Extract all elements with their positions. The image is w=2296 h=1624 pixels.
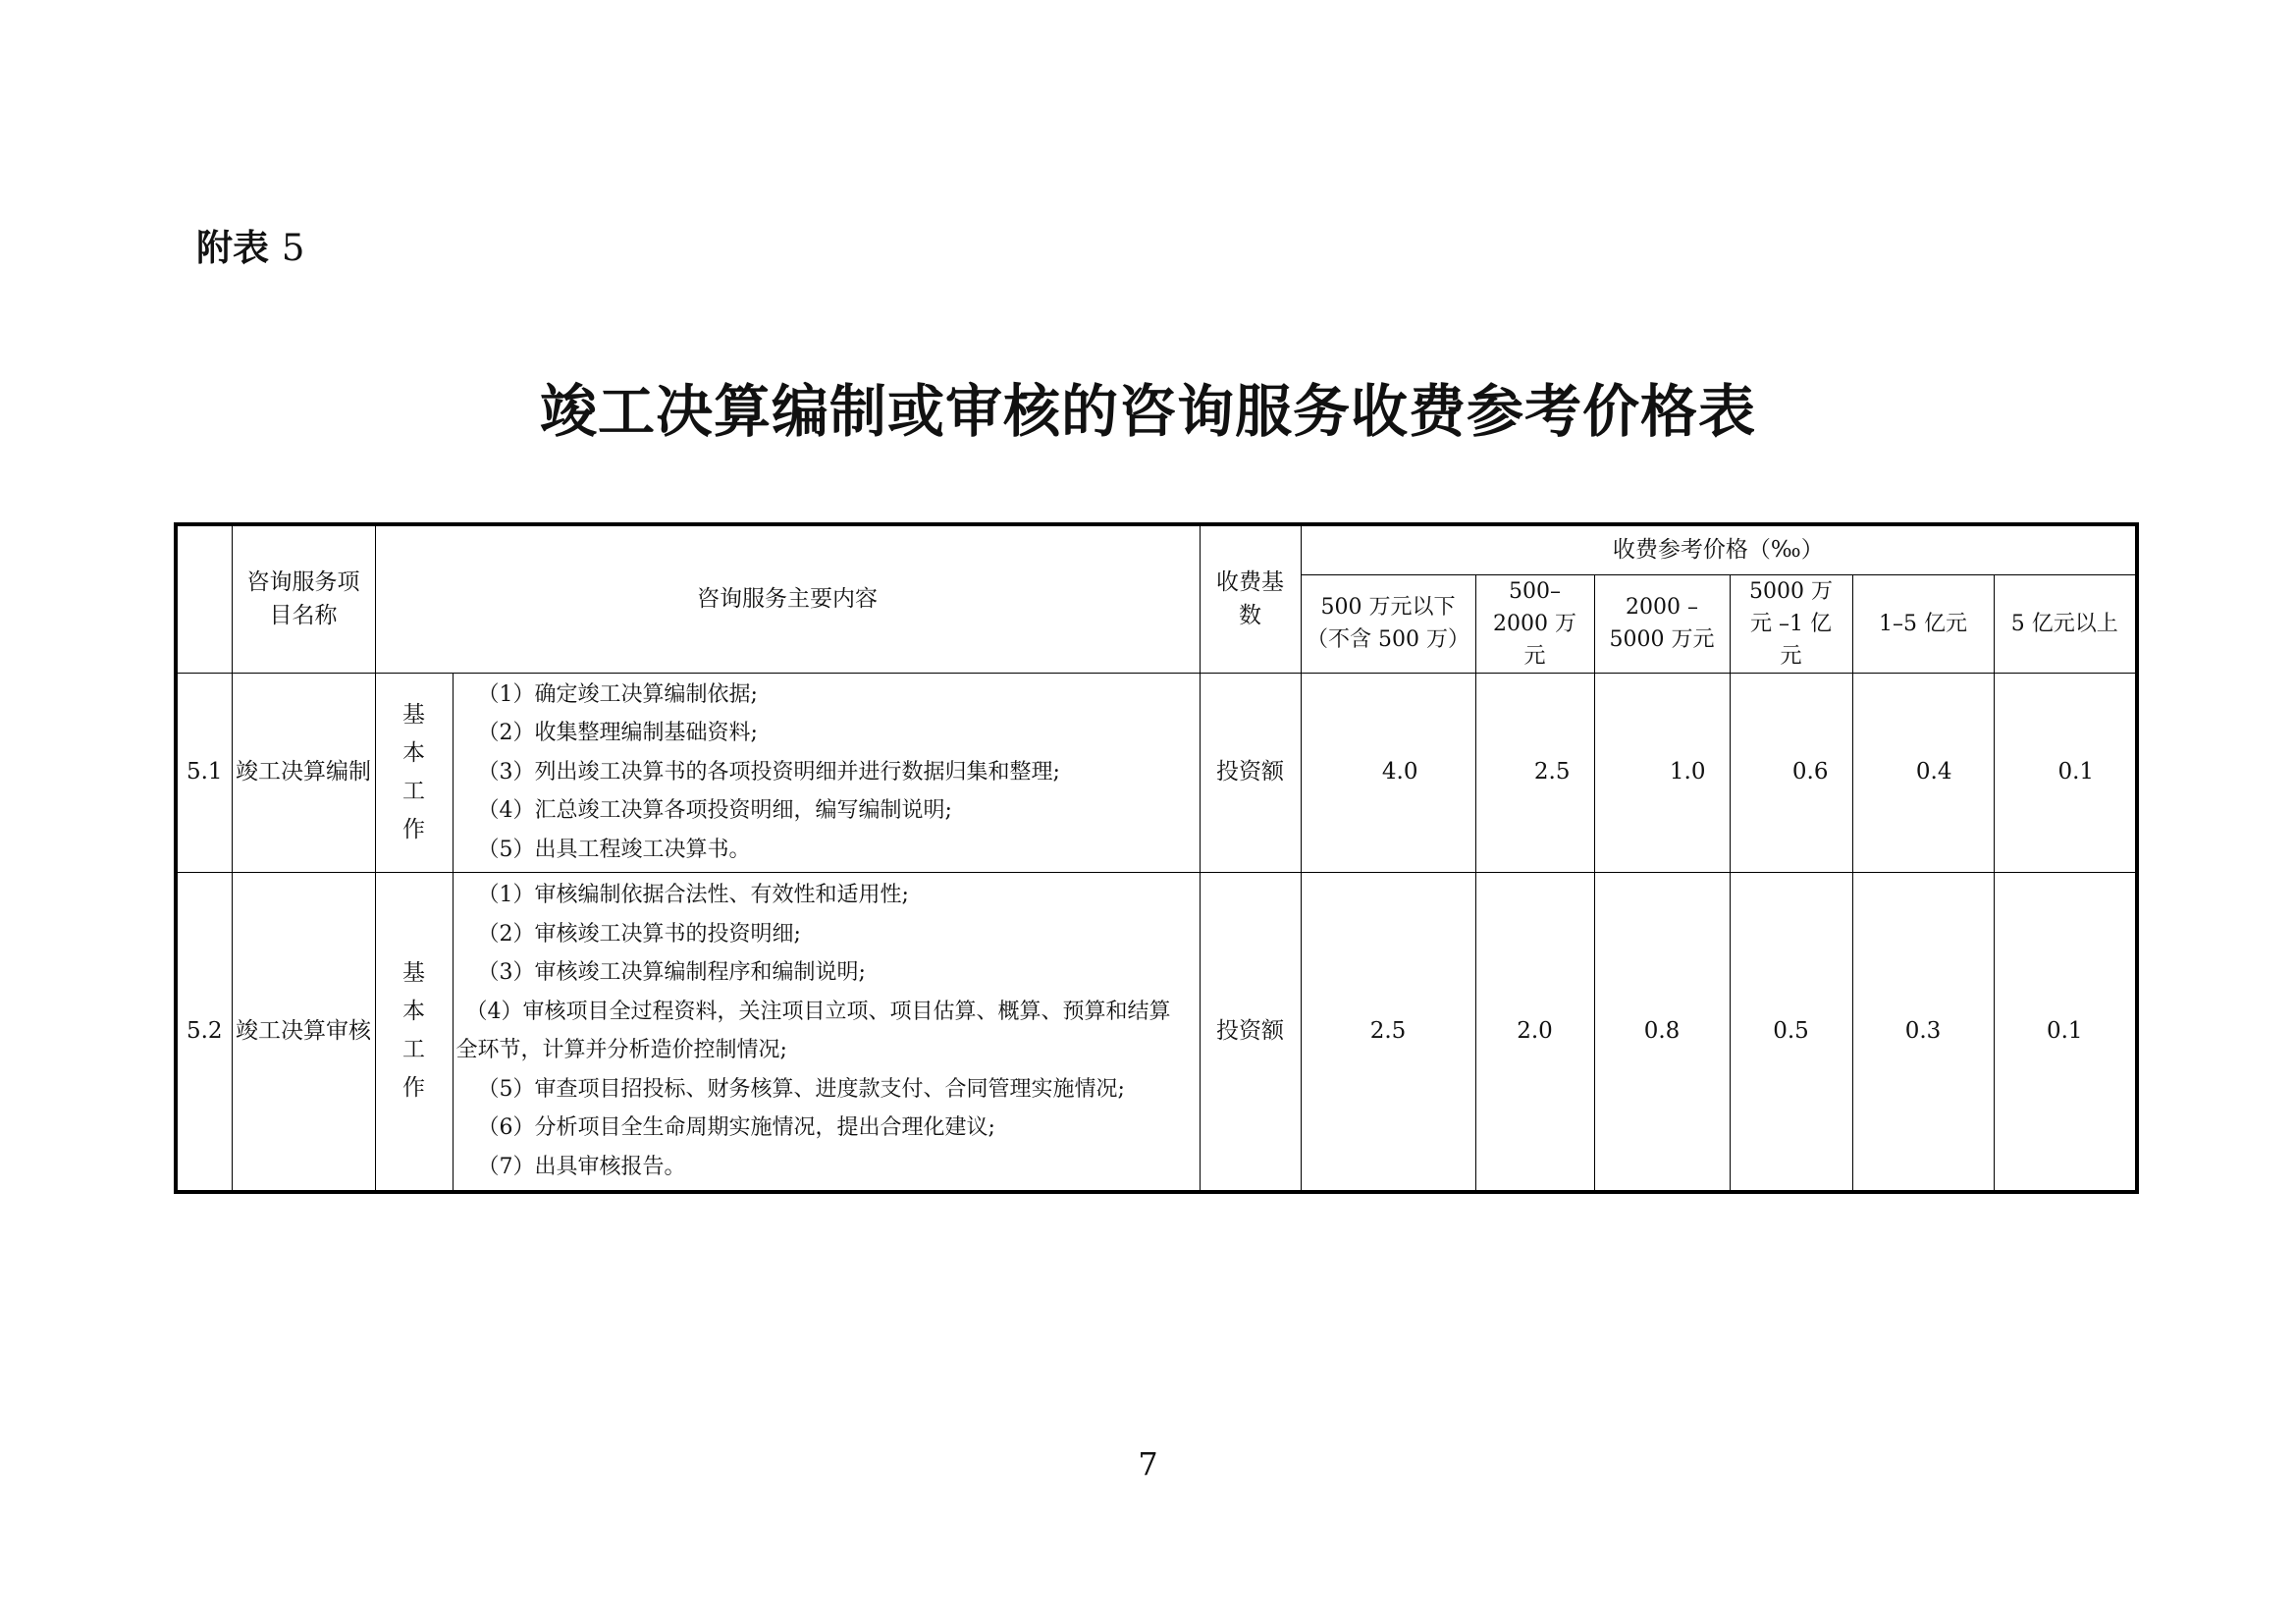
- table-row: [176, 872, 2137, 1192]
- content-line: （5）出具工程竣工决算书。: [477, 837, 751, 862]
- appendix-label-text: 附表: [196, 226, 269, 269]
- row-name: 竣工决算审核: [232, 872, 375, 1192]
- page-title: 竣工决算编制或审核的咨询服务收费参考价格表: [539, 378, 1756, 445]
- header-project-name: 咨询服务项目名称: [232, 524, 375, 673]
- price-cell: 4.0: [1301, 673, 1475, 872]
- row-work-type: 基 本 工 作: [375, 872, 453, 1192]
- content-line: 全环节，计算并分析造价控制情况;: [455, 1038, 787, 1063]
- content-line: （3）列出竣工决算书的各项投资明细并进行数据归集和整理;: [477, 759, 1060, 785]
- price-cell: 2.5: [1301, 872, 1475, 1192]
- content-line: （2）收集整理编制基础资料;: [477, 721, 758, 746]
- header-range-3: 2000 –5000 万元: [1594, 574, 1730, 673]
- row-content: [453, 673, 1200, 872]
- price-cell: 0.8: [1594, 872, 1730, 1192]
- content-line: （7）出具审核报告。: [477, 1154, 686, 1179]
- header-range-2: 500–2000 万元: [1475, 574, 1594, 673]
- price-cell: 2.0: [1475, 872, 1594, 1192]
- content-line: （1）审核编制依据合法性、有效性和适用性;: [477, 883, 909, 908]
- header-range-1: 500 万元以下（不含 500 万）: [1301, 574, 1475, 673]
- table-row: [176, 673, 2137, 872]
- row-content: [453, 872, 1200, 1192]
- row-fee-base: 投资额: [1200, 872, 1301, 1192]
- content-line: （6）分析项目全生命周期实施情况，提出合理化建议;: [477, 1115, 995, 1141]
- price-cell: 0.1: [1994, 872, 2137, 1192]
- row-no: 5.2: [176, 872, 232, 1192]
- content-line: （1）确定竣工决算编制依据;: [477, 681, 758, 707]
- header-no-cell: [176, 524, 232, 673]
- content-line: （4）审核项目全过程资料，关注项目立项、项目估算、概算、预算和结算: [465, 999, 1171, 1024]
- header-range-4: 5000 万元 –1 亿元: [1730, 574, 1852, 673]
- content-line: （3）审核竣工决算编制程序和编制说明;: [477, 960, 866, 986]
- header-range-6: 5 亿元以上: [1994, 574, 2137, 673]
- price-cell: 1.0: [1594, 673, 1730, 872]
- row-work-type: 基 本 工 作: [375, 673, 453, 872]
- content-line: （4）汇总竣工决算各项投资明细，编写编制说明;: [477, 798, 952, 824]
- price-cell: 2.5: [1475, 673, 1594, 872]
- row-no: 5.1: [176, 673, 232, 872]
- appendix-label: [196, 218, 304, 271]
- row-fee-base: 投资额: [1200, 673, 1301, 872]
- price-cell: 0.3: [1852, 872, 1994, 1192]
- fee-table: [174, 522, 2139, 1194]
- price-cell: 0.4: [1852, 673, 1994, 872]
- price-cell: 0.6: [1730, 673, 1852, 872]
- price-cell: 0.1: [1994, 673, 2137, 872]
- page-number: 7: [1138, 1445, 1158, 1483]
- header-price-group: 收费参考价格（‰）: [1301, 524, 2137, 574]
- content-line: （2）审核竣工决算书的投资明细;: [477, 921, 801, 947]
- row-name: 竣工决算编制: [232, 673, 375, 872]
- header-range-5: 1–5 亿元: [1852, 574, 1994, 673]
- price-cell: 0.5: [1730, 872, 1852, 1192]
- header-main-content: 咨询服务主要内容: [375, 524, 1200, 673]
- header-fee-base: 收费基数: [1200, 524, 1301, 673]
- content-line: （5）审查项目招投标、财务核算、进度款支付、合同管理实施情况;: [477, 1076, 1125, 1102]
- appendix-number: 5: [281, 227, 305, 269]
